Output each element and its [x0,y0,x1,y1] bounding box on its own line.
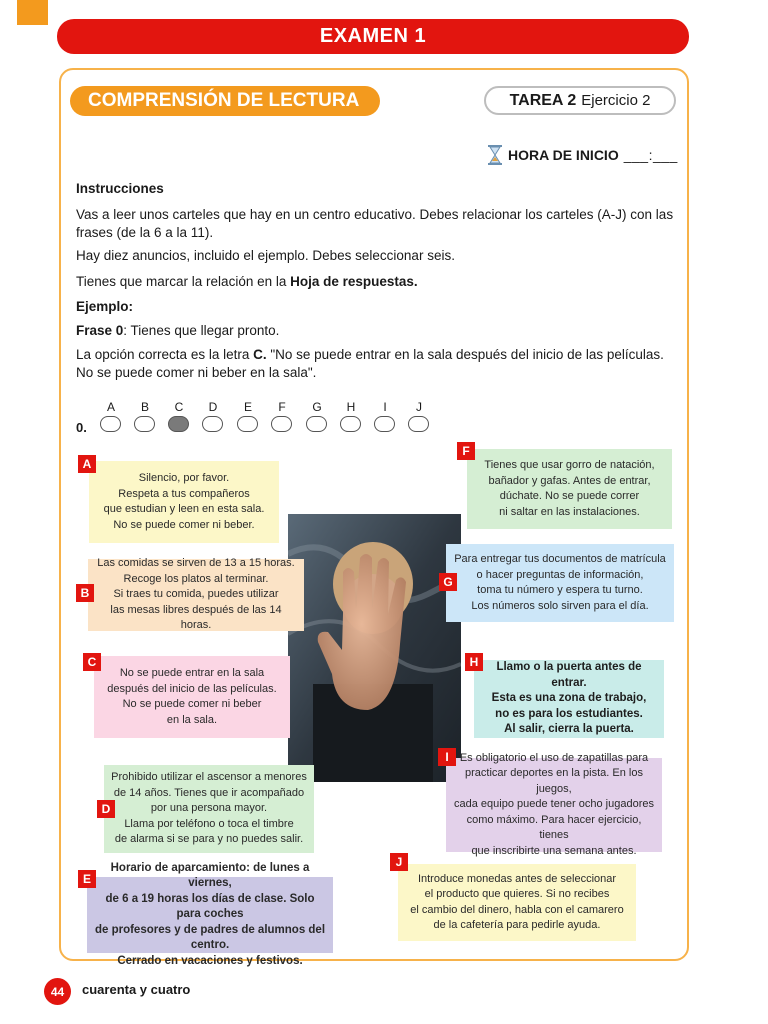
task-name: TAREA 2 [509,91,577,109]
sign-card-g [446,544,674,622]
photo-image [288,514,461,782]
sign-text: No se puede entrar en la sala después del inicio de las películas. No se puede comer ni beber en la sala. [107,667,277,726]
answer-bubble[interactable] [271,416,292,432]
sign-card-h [474,660,664,738]
section-title: COMPRENSIÓN DE LECTURA [88,90,360,111]
answer-option-letter: E [243,400,252,414]
sign-text: Llamo o la puerta antes de entrar. Esta es una zona de trabajo, no es para los estudiantes. Al salir, cierra la puerta. [491,661,647,736]
example-sentence [76,322,676,340]
sign-label-c: C [83,653,101,671]
sign-card-d [104,765,314,853]
sign-text: Prohibido utilizar el ascensor a menores de 14 años. Tienes que ir acompañado por una persona mayor. Llama por teléfono o toca el timbre de alarma si se para y no puedes salir. [111,771,307,846]
example-answer [76,346,676,382]
start-time-label: HORA DE INICIO [508,147,619,163]
answer-bubble[interactable] [306,416,327,432]
sign-label-a: A [78,455,96,473]
answer-option-letter: A [106,400,115,414]
answer-bubble[interactable] [202,416,223,432]
exam-title: EXAMEN 1 [319,25,427,47]
answer-row [76,400,436,440]
sign-label-j: J [390,853,408,871]
instructions-heading: Instrucciones [76,181,164,196]
sign-card-c [94,656,290,738]
instructions-paragraph-1: Vas a leer unos carteles que hay en un centro educativo. Debes relacionar los carteles (A-J) con las frases (de la 6 a la 11). [76,207,674,240]
example-sentence-text: : Tienes que llegar pronto. [123,323,280,338]
instructions-p3-text: Tienes que marcar la relación en la [76,274,291,289]
corner-tab [17,0,48,25]
page-number: 44 [50,984,65,999]
sign-card-e [87,861,333,967]
answer-option-h[interactable] [340,400,362,432]
start-time-blank: ___:___ [623,147,678,163]
hourglass-icon [487,145,503,165]
sign-label-f: F [457,442,475,460]
sign-label-i: I [438,748,456,766]
sign-card-i [446,751,662,857]
sign-label-d: D [97,800,115,818]
sign-text: Es obligatorio el uso de zapatillas para practicar deportes en la pista. En los juegos, cada equipo puede tener ocho jugadores como máximo. Para hacer ejercicio, tienes que inscribirte una semana antes. [454,751,654,857]
answer-option-a[interactable] [100,400,122,432]
task-exercise: Ejercicio 2 [581,92,651,109]
answer-option-letter: B [140,400,149,414]
sign-text: Para entregar tus documentos de matrícula o hacer preguntas de información, toma tu número y espera tu turno. Los números solo sirven para el día. [454,553,666,612]
task-badge [484,86,676,115]
example-answer-post: "No se puede entrar en la sala después del inicio de las películas. No se puede comer ni beber en la sala". [76,347,664,380]
sign-label-e: E [78,870,96,888]
answer-option-b[interactable] [134,400,156,432]
example-sentence-label: Frase 0 [76,323,124,338]
sign-card-f [467,449,672,529]
sign-text: Las comidas se sirven de 13 a 15 horas. Recoge los platos al terminar. Si traes tu comida, puedes utilizar las mesas libres después de las 14 horas. [97,557,295,632]
answer-option-letter: H [346,400,356,414]
sign-card-b [88,559,304,631]
answer-option-letter: G [312,400,322,414]
answer-bubble[interactable] [237,416,258,432]
sign-card-j [398,864,636,941]
answer-option-e[interactable] [237,400,259,432]
answer-option-letter: F [278,400,286,414]
answer-bubble[interactable] [374,416,395,432]
instructions-paragraph-2: Hay diez anuncios, incluido el ejemplo. Debes seleccionar seis. [76,248,455,263]
sign-label-b: B [76,584,94,602]
sign-text: Horario de aparcamiento: de lunes a viernes, de 6 a 19 horas los días de clase. Solo para coches de profesores y de padres de alumnos del centro. Cerrado en vacaciones y festivos. [94,861,326,967]
answer-row-number: 0. [76,420,87,435]
answer-option-g[interactable] [306,400,328,432]
answer-option-j[interactable] [408,400,430,432]
sign-label-g: G [439,573,457,591]
answer-sheet-link-text: Hoja de respuestas. [290,274,418,289]
sign-text: Introduce monedas antes de seleccionar el producto que quieres. Si no recibes el cambio del dinero, habla con el camarero de la cafetería para pedirle ayuda. [410,872,624,931]
answer-option-i[interactable] [374,400,396,432]
sign-text: Tienes que usar gorro de natación, bañador y gafas. Antes de entrar, dúchate. No se puede correr ni saltar en las instalaciones. [484,459,655,518]
sign-card-a [89,461,279,543]
page-number-badge [44,978,71,1005]
answer-option-letter: J [416,400,422,414]
answer-option-c[interactable] [168,400,190,432]
answer-bubble[interactable] [100,416,121,432]
example-heading: Ejemplo: [76,299,134,314]
example-answer-pre: La opción correcta es la letra [76,347,254,362]
answer-option-letter: C [174,400,184,414]
photo-stop-hand [288,514,461,782]
sign-text: Silencio, por favor. Respeta a tus compañeros que estudian y leen en esta sala. No se puede comer ni beber. [103,472,265,531]
answer-option-letter: D [208,400,218,414]
exam-title-banner [57,19,689,54]
answer-bubble[interactable] [340,416,361,432]
example-answer-letter: C. [253,347,267,362]
sign-label-h: H [465,653,483,671]
answer-option-d[interactable] [202,400,224,432]
answer-option-letter: I [383,400,387,414]
page-number-words: cuarenta y cuatro [82,982,191,997]
answer-option-f[interactable] [271,400,293,432]
answer-bubble[interactable] [408,416,429,432]
answer-bubble[interactable] [134,416,155,432]
section-title-pill [70,86,380,116]
start-time-field [487,144,687,166]
answer-bubble[interactable] [168,416,189,432]
instructions-paragraph-3 [76,273,676,291]
